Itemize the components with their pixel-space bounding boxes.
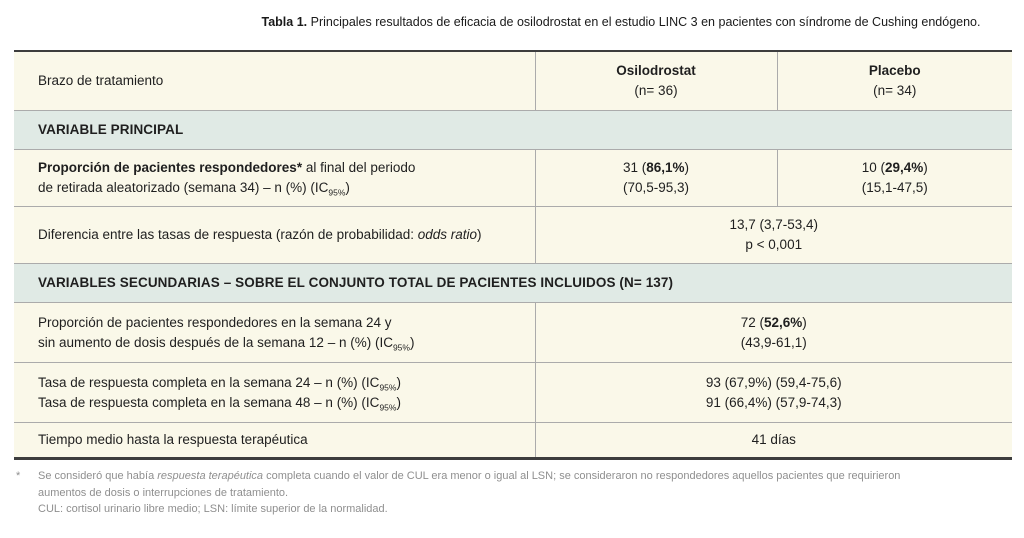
- header-osilodrostat-name: Osilodrostat: [616, 63, 696, 79]
- footnote-line2: aumentos de dosis o interrupciones de tratamiento.: [38, 486, 289, 499]
- footnote-text: [38, 468, 1008, 518]
- ic95-subscript: 95%: [379, 402, 397, 413]
- responders-week34-osilodrostat-ci: (70,5-95,3): [622, 180, 690, 195]
- complete-response-week24-value: 93 (67,9%) (59,4-75,6): [705, 374, 842, 390]
- table-caption: [228, 14, 1014, 30]
- header-placebo-cell: [777, 51, 1012, 111]
- results-table: [14, 50, 1012, 460]
- responders-week24-label-line1: Proporción de pacientes respondedores en la semana 24 y: [38, 314, 392, 330]
- complete-response-label-line2: Tasa de respuesta completa en la semana 48 – n (%) $(IC_{95\%})$: [38, 394, 401, 413]
- responders-week24-label-cell: [14, 303, 535, 363]
- section-secondary-cell: [14, 264, 1012, 303]
- header-arm-cell: [14, 51, 535, 111]
- odds-ratio-value: 13,7 (3,7-53,4): [729, 217, 819, 233]
- section-secondary-label: VARIABLES SECUNDARIAS – SOBRE EL CONJUNTO TOTAL DE PACIENTES INCLUIDOS (N= 137): [38, 275, 674, 291]
- section-primary-row: [14, 111, 1012, 150]
- responders-week34-osilodrostat-value: 31 (86,1%): [622, 160, 690, 176]
- table-caption-text: Principales resultados de eficacia de osilodrostat en el estudio LINC 3 en pacientes con síndrome de Cushing endógeno.: [307, 15, 981, 29]
- table-caption-number: Tabla 1.: [261, 15, 308, 29]
- time-to-response-value: 41 días: [751, 432, 796, 448]
- time-to-response-label: Tiempo medio hasta la respuesta terapéutica: [38, 432, 308, 448]
- header-osilodrostat-cell: [535, 51, 777, 111]
- responders-week24-ci: (43,9-61,1): [740, 334, 807, 350]
- responders-week34-label-line2: de retirada aleatorizado (semana 34) – n (%) $(IC_{95\%})$: [38, 180, 350, 198]
- row-time-to-response: [14, 423, 1012, 459]
- responders-week34-placebo-cell: [777, 150, 1012, 207]
- row-complete-response: [14, 363, 1012, 423]
- responders-week34-osilodrostat-cell: [535, 150, 777, 207]
- complete-response-label-line1: Tasa de respuesta completa en la semana 24 – n (%) $(IC_{95\%})$: [38, 374, 401, 393]
- ic95-subscript: 95%: [379, 382, 397, 393]
- odds-ratio-italic: odds ratio: [417, 227, 478, 243]
- time-to-response-value-cell: [535, 423, 1012, 459]
- responders-week34-placebo-value: 10 (29,4%): [861, 160, 928, 176]
- responders-week24-label-line2: sin aumento de dosis después de la semana 12 – n (%) $(IC_{95\%})$: [38, 334, 415, 353]
- ic95-subscript: 95%: [392, 342, 410, 353]
- footnote-paragraph: [16, 468, 1008, 518]
- footnote: [16, 468, 1008, 518]
- responders-week34-placebo-ci: (15,1-47,5): [861, 180, 928, 195]
- responders-week34-label-cell: [14, 150, 535, 207]
- footnote-italic: respuesta terapéutica: [157, 470, 264, 482]
- section-primary-label: VARIABLE PRINCIPAL: [38, 122, 184, 138]
- complete-response-week48-value: 91 (66,4%) (57,9-74,3): [705, 394, 842, 410]
- ic95-subscript: 95%: [328, 187, 346, 198]
- footnote-asterisk: *: [16, 470, 21, 482]
- header-placebo-n: (n= 34): [873, 83, 917, 98]
- responders-week24-value-cell: [535, 303, 1012, 363]
- time-to-response-label-cell: [14, 423, 535, 459]
- responders-week34-label-line1: Proporción de pacientes respondedores* al final del periodo: [38, 160, 416, 176]
- header-row: [14, 51, 1012, 111]
- responders-week24-value: 72 (52,6%): [740, 314, 807, 330]
- header-osilodrostat-n: (n= 36): [634, 83, 678, 98]
- header-placebo-name: Placebo: [868, 63, 921, 79]
- header-arm-label: Brazo de tratamiento: [38, 73, 164, 89]
- odds-ratio-value-cell: [535, 207, 1012, 264]
- footnote-line3: CUL: cortisol urinario libre medio; LSN: límite superior de la normalidad.: [38, 503, 388, 515]
- row-responders-week34: [14, 150, 1012, 207]
- complete-response-value-cell: [535, 363, 1012, 423]
- odds-ratio-pvalue: p < 0,001: [745, 237, 803, 252]
- row-responders-week24: [14, 303, 1012, 363]
- footnote-line1: Se consideró que había respuesta terapéutica completa cuando el valor de CUL era menor o igual al LSN; se consideraron no respondedores aquellos pacientes que requirieron: [38, 470, 901, 482]
- row-odds-ratio: [14, 207, 1012, 264]
- odds-ratio-label-cell: Diferencia entre las tasas de respuesta (razón de probabilidad: odds ratio): [14, 207, 535, 264]
- section-primary-cell: [14, 111, 1012, 150]
- section-secondary-row: [14, 264, 1012, 303]
- complete-response-label-cell: [14, 363, 535, 423]
